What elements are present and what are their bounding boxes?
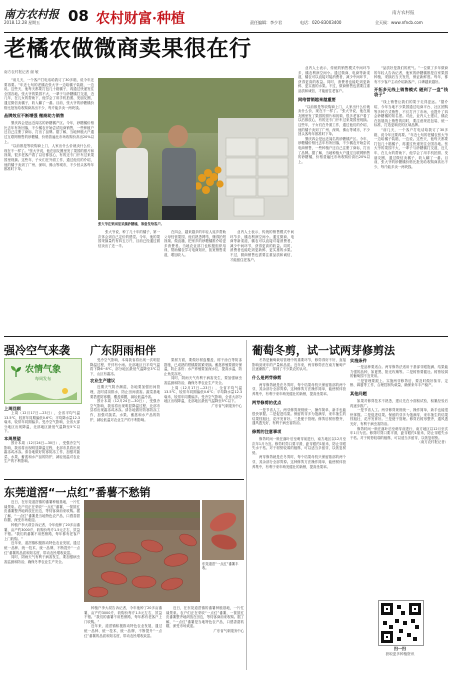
lead-col1-para3: “以前都是等收购商上门，人家出什么价就卖什么价，现在不一样了。”张大爷说，他在朋友圈里发了果园的照片和视频，很多老客户看了以后都放心，有的还专门开车过来果园里现摘。这些年，子女们在外面工作，通过他们的介绍，他的橘子卖到了广州、深圳、佛山等城市，不少回头客每年都准时下单。 bbox=[4, 144, 94, 172]
guangdong-text1: 受冷空气影响，本周我省将出现一次明显降温过程，并伴有小雨。北部地区日平均气温将下降6~8℃，部分地区最低气温降至3℃以下，山区有霜冻。 bbox=[90, 358, 160, 376]
grape-col2-subhead1: 实施条件 bbox=[350, 358, 367, 363]
date-line: 2018.12.28 星期五 bbox=[4, 20, 41, 25]
qr-code[interactable] bbox=[378, 600, 424, 646]
sweetpotato-col3 bbox=[166, 606, 244, 670]
guangdong-col2 bbox=[164, 358, 242, 474]
sweetpotato-text5: 种植户李大叔告诉记者，今年他种了20多亩番薯，亩产约3000斤，收购价每斤1.5元左右，效益不错。“我们的番薯不用愁销路，每年都有老客户上门收购。” bbox=[84, 606, 162, 624]
sweetpotato-text3: 近年来，道滘镇积极推动特色农业发展，通过统一品种、统一技术、统一品牌，不断提升“一点红”番薯的品质和知名度，带动农民增收致富。 bbox=[4, 541, 80, 555]
contact-left: 责任编辑：李少君 bbox=[250, 20, 282, 25]
lead-col2-para: 张大爷说，种了几十年的橘子，第一次体会到自己定价的感觉。今年，他的果园采摘量约有四五万斤，目前已经通过微信卖出了近一半。 bbox=[98, 230, 160, 248]
vertical-divider bbox=[246, 340, 247, 670]
sprout-icon bbox=[9, 363, 23, 382]
grape-text3: 一是节省人工。两芽修剪规则统一，操作简单，新手也能很快掌握。二是促进结果。保留的芽多为饱满芽，来年抽生的结果枝粗壮，花序发育好。三是便于管理。修剪后树形整齐，通风透光好，有利于病虫害防治。 bbox=[252, 407, 346, 426]
grape-col2 bbox=[350, 358, 448, 596]
guangdong-text3: 预计本周（12月24日—30日），受强冷空气影响，我省将出现明显降温过程，北部市县将出现霜冻或冰冻。请各地做好防寒防冻工作，加强对蔬菜、水果、畜禽和水产品的防护，减轻低温对农业生产的不利影响。 bbox=[90, 399, 160, 422]
sweetpotato-text4: 同时，阴雨天气有利于病害发生，要加强病虫害监测和防治，确保冬季农业生产安全。 bbox=[4, 555, 80, 564]
sweetpotato-headline: 东莞道滘“一点红”番薯不愁销 bbox=[4, 486, 151, 499]
grape-col2-text5: 修剪时间一般在落叶后至萌芽前进行，南方地区以12月至次年1月为宜。修剪时剪口要平滑，距芽眼约1厘米，防止芽眼失水干枯。对于树势较弱的植株，可以适当多留芽，以恢复树势。 bbox=[350, 426, 448, 440]
paper-name: 南方农村报 bbox=[4, 8, 59, 21]
qr-code-icon bbox=[379, 601, 423, 645]
lead-byline: 南方农村报记者 谢 敏 bbox=[4, 70, 39, 74]
lead-col4 bbox=[298, 66, 370, 330]
grape-col2-subhead2: 其他问题 bbox=[350, 390, 367, 396]
sweetpotato-credit: 广东省气象服务中心 bbox=[213, 628, 244, 633]
sweetpotato-closeup-image bbox=[202, 500, 244, 560]
lead-col5-para3: “前几天，一个客户打电话给我订了30多箱，说今年还要再要。”年近七旬的老橘农张大爷一边给橘子装箱，一边说。这些天，他每天都要打包几十箱橘子，再通过快递发往全国各地。张大爷的果园不大，一辈子与砂糖橘打交道，近几年，在儿女的帮助下，他学会了用手机拍照、发朋友圈，通过微信卖橘子，收入翻了一番。目前，张大爷的砂糖橘价格比批发给收购商高出不少，每斤能多卖一两块钱。 bbox=[374, 127, 448, 169]
weather-box-title: 农情气象 bbox=[25, 365, 62, 375]
guangdong-credit: 广东省气象服务中心 bbox=[211, 403, 242, 408]
weather-head1: 上周回顾 bbox=[4, 406, 21, 411]
guangdong-text6: 上周（12月17日—23日），全省平均气温13.5℃，较常年同期偏低0.6℃；平均降水量12.3毫米，较常年同期偏多。受冷空气影响，全省大部分地区出现降温，北部地区最低气温降至5℃以下。 bbox=[164, 385, 242, 404]
contact-right: 全天候：www.nfncb.com bbox=[375, 20, 423, 25]
contact-mid: 电话：020-83003400 bbox=[300, 20, 342, 25]
grape-col2-text1: 一是品种要适合。两芽修剪法适用于基部芽眼饱满、结果能力强的品种，如夏黑、阳光玫瑰等。二是树势要健壮。树势较弱的葡萄园不宜采用。 bbox=[350, 365, 448, 379]
lead-col5-para2: “线上销售让我们的果子走得更远。”据介绍，今年当地不少果园通过电商平台、社区团购等多种方式销售，不仅打开了市场，也提升了四会砂糖橘的知名度。对此，业内人士建议，橘农在拓展线上销售的同时，要注意规范包装、统一标准，打造更响亮的区域品牌。 bbox=[374, 100, 448, 128]
masthead-sub: 南方农村报 bbox=[392, 11, 415, 16]
lead-col1 bbox=[4, 78, 94, 330]
lead-col4-subhead: 网络营销越来越重要 bbox=[298, 96, 336, 102]
masthead bbox=[0, 0, 452, 32]
weather-text2: 预计本周（12月24日—30日），受强冷空气影响，我省将出现明显降温过程，北部市县将出现霜冻或冰冻。请各地做好防寒防冻工作，加强对蔬菜、水果、畜禽和水产品的防护，减轻低温对农业生产的不利影响。 bbox=[4, 440, 80, 464]
sweetpotato-text2: 种植户李大叔告诉记者，今年他种了20多亩番薯，亩产约3000斤，收购价每斤1.5元左右，效益不错。“我们的番薯不用愁销路，每年都有老客户上门收购。” bbox=[4, 522, 80, 541]
sweetpotato-closeup bbox=[202, 500, 244, 560]
sweetpotato-text7: 近日，在东莞道滘镇的番薯种植基地，一片忙碌景象。农户们正在采收“一点红”番薯，一筐筐红皮番薯整齐地码放在田边，等待客商前来收购。据了解，“一点红”番薯是当地特色农产品，口感香甜软糯，深受市场欢迎。 bbox=[166, 606, 244, 629]
farmer-photo-image bbox=[98, 78, 294, 220]
grape-text2: 两芽修剪就是在冬剪时，每个结果母枝只保留基部的两个芽，其余部分全部剪掉。这种修剪方法操作简单，能使树体营养集中，有利于来年萌发健壮的新梢，提高坐果率。 bbox=[252, 382, 346, 396]
weather-box-subtitle: 每周发布 bbox=[35, 376, 51, 381]
weather-text1: 上周（12月17日—23日），全省平均气温13.5℃，较常年同期偏低0.6℃；平均降水量12.3毫米，较常年同期偏多。受冷空气影响，全省大部分地区出现降温，北部地区最低气温降至5℃以下。 bbox=[4, 411, 80, 434]
sweetpotato-photo-image bbox=[84, 500, 200, 602]
lead-col3a-para: 在四会，越来越多的年轻人返乡帮助父母经营果园，他们熟悉网络，懂得拍短视频、做直播，把家乡的砂糖橘推介给更多消费者。当地农业部门也积极组织培训，帮助橘农学习电商知识，拓宽销售渠道，增加收入。 bbox=[164, 230, 226, 257]
sweetpotato-col1 bbox=[4, 500, 80, 670]
lead-col4-para3: 肇庆四会是远近闻名的砂糖橘产区。今年，砂糖橘价格比去年有所回落，不少橘农开始尝试电商销售，一些种植户还自己注册了商标，打出了品牌。据了解，当地种植大户通过互联网销售的砂糖橘，价格普遍比市场收购价高出20%以上。 bbox=[298, 136, 370, 164]
lead-col1-para: “前几天，一个客户打电话给我订了30多箱，说今年还要再要。”年近七旬的老橘农张大爷一边给橘子装箱，一边说。这些天，他每天都要打包几十箱橘子，再通过快递发往全国各地。张大爷的果园不大，一辈子与砂糖橘打交道，近几年，在儿女的帮助下，他学会了用手机拍照、发朋友圈，通过微信卖橘子，收入翻了一番。目前，张大爷的砂糖橘价格比批发给收购商高出不少，每斤能多卖一两块钱。 bbox=[4, 78, 94, 110]
lead-col3a bbox=[164, 230, 226, 330]
qr-caption-1: 扫一扫 bbox=[394, 646, 406, 651]
lead-col1-subhead: 品牌效应不断增强 微商助力销售 bbox=[4, 113, 65, 119]
lead-headline: 老橘农做微商卖果很在行 bbox=[4, 37, 252, 62]
qr-caption-2: 获取更多种植资讯 bbox=[385, 652, 415, 656]
section-rule-1 bbox=[4, 336, 448, 337]
grape-subhead2: 两芽修剪的优点 bbox=[252, 399, 282, 405]
sweetpotato-photo bbox=[84, 500, 200, 602]
guangdong-text5: 同时，阴雨天气有利于病害发生，要加强病虫害监测和防治，确保冬季农业生产安全。 bbox=[164, 376, 242, 385]
guangdong-col1 bbox=[90, 358, 160, 474]
grape-text5: 两芽修剪就是在冬剪时，每个结果母枝只保留基部的两个芽，其余部分全部剪掉。这种修剪方法操作简单，能使树体营养集中，有利于来年萌发健壮的新梢，提高坐果率。 bbox=[252, 455, 346, 469]
masthead-rule bbox=[4, 32, 448, 33]
section-rule-2 bbox=[4, 479, 244, 480]
weather-box-art bbox=[9, 385, 77, 404]
grape-subhead1: 什么是两芽修剪 bbox=[252, 374, 282, 380]
lead-col4-para: 业内人士表示，传统的销售模式中间环节多，橘农利润空间小。通过微商、电商等新渠道，橘农可以直接对接消费者，减少中间环节，获得更高的收益。同时，消费者也能吃到更新鲜、更实惠的水果。不过，微商销售也需要注重品质和诚信，才能留住老客户。 bbox=[298, 66, 370, 93]
grape-col2-text2: 三是管理要跟上。实施两芽修剪后，要及时做好抹芽、定梢、绑蔓等工作，合理控制负载量，确保来年丰产稳产。 bbox=[350, 378, 448, 388]
section-title: 农村财富·种植 bbox=[96, 11, 185, 27]
lead-photo-caption: 张大爷在果园里采摘砂糖橘，准备发给客户。 bbox=[98, 222, 164, 226]
weather-box bbox=[4, 358, 82, 404]
grape-col2-text4: 一是节省人工。两芽修剪规则统一，操作简单，新手也能很快掌握。二是促进结果。保留的芽多为饱满芽，来年抽生的结果枝粗壮，花序发育好。三是便于管理。修剪后树形整齐，通风透光好，有利于病虫害防治。 bbox=[350, 408, 448, 426]
guangdong-subhead: 农业生产建议 bbox=[90, 378, 116, 384]
grape-credit: （南方农村报记者） bbox=[417, 440, 448, 445]
guangdong-text4: 果树方面，要做好树盘覆盖、树干涂白等防冻措施，已成熟的柑橘要抓紧采摘。畜禽养殖要做好保温，防止冻伤；水产养殖要加深水位，提高水温，防止鱼类冻死。 bbox=[164, 358, 242, 376]
lead-col3b-para: 业内人士表示，传统的销售模式中间环节多，橘农利润空间小。通过微商、电商等新渠道，橘农可以直接对接消费者，减少中间环节，获得更高的收益。同时，消费者也能吃到更新鲜、更实惠的水果。不过，微商销售也需要注重品质和诚信，才能留住老客户。 bbox=[230, 230, 294, 262]
sweetpotato-text6: 近年来，道滘镇积极推动特色农业发展，通过统一品种、统一技术、统一品牌，不断提升“一点红”番薯的品质和知名度，带动农民增收致富。 bbox=[84, 624, 162, 638]
weather-head2: 本周展望 bbox=[4, 435, 21, 441]
grape-col1 bbox=[252, 358, 346, 670]
lead-col1-para2: 肇庆四会是远近闻名的砂糖橘产区。今年，砂糖橘价格比去年有所回落，不少橘农开始尝试电商销售，一些种植户还自己注册了商标，打出了品牌。据了解，当地种植大户通过互联网销售的砂糖橘，价格普遍比市场收购价高出20%以上。 bbox=[4, 121, 94, 144]
lead-col5-subhead: 开拓多元线上销售模式 砸到了一盘“钱袋子” bbox=[374, 87, 448, 98]
lead-col4-para2: “以前都是等收购商上门，人家出什么价就卖什么价，现在不一样了。”张大爷说，他在朋友圈里发了果园的照片和视频，很多老客户看了以后都放心，有的还专门开车过来果园里现摘。这些年，子女们在外面工作，通过他们的介绍，他的橘子卖到了广州、深圳、佛山等城市，不少回头客每年都准时下单。 bbox=[298, 104, 370, 137]
weather-headline: 强冷空气来袭 bbox=[4, 344, 70, 357]
grape-col2-text3: 如果对修剪技术不熟悉，建议先在小面积试验，积累经验后再逐步推广。 bbox=[350, 398, 448, 408]
guangdong-text2: 近期天气阴冷潮湿，各地要加强田间管理，及时清沟排水，防止田间渍害。蔬菜基地要搭建防寒棚，覆盖薄膜，减轻低温冷害。 bbox=[90, 385, 160, 399]
lead-col2 bbox=[98, 230, 160, 330]
lead-col3b bbox=[230, 230, 294, 330]
sweetpotato-text1: 近日，在东莞道滘镇的番薯种植基地，一片忙碌景象。农户们正在采收“一点红”番薯，一筐筐红皮番薯整齐地码放在田边，等待客商前来收购。据了解，“一点红”番薯是当地特色农产品，口感香甜软糯，深受市场欢迎。 bbox=[4, 500, 80, 523]
lead-photo bbox=[98, 78, 294, 220]
page-number: 08 bbox=[68, 7, 89, 25]
sweetpotato-col2 bbox=[84, 606, 162, 670]
lead-col5-para: “品质好是我们的底气。”一位做了多年微商的年轻人告诉记者，他家的砂糖橘都是自家果园种植，采摘后当天发货，保证新鲜度。每年，都有不少客户主动介绍新客户，口碑越来越好。 bbox=[374, 66, 448, 84]
grape-subhead3: 修剪的注意事项 bbox=[252, 428, 282, 434]
grape-text1: 冬剪是葡萄栽培管理中的重要环节，修剪得好不好，直接影响到来年的产量和品质。近年来，两芽修剪法在南方葡萄产区逐渐推广，得到了不少果农的认可。 bbox=[252, 358, 346, 372]
guangdong-headline: 广东阴雨相伴 bbox=[90, 344, 156, 357]
grape-text4: 修剪时间一般在落叶后至萌芽前进行，南方地区以12月至次年1月为宜。修剪时剪口要平滑，距芽眼约1厘米，防止芽眼失水干枯。对于树势较弱的植株，可以适当多留芽，以恢复树势。 bbox=[252, 436, 346, 455]
grape-headline: 葡萄冬剪，试一试两芽修剪法 bbox=[252, 344, 395, 357]
sweetpotato-photo-caption: 东莞道滘“一点红”番薯丰收。 bbox=[202, 562, 239, 571]
weather-col1 bbox=[4, 406, 80, 474]
lead-col5 bbox=[374, 66, 448, 330]
